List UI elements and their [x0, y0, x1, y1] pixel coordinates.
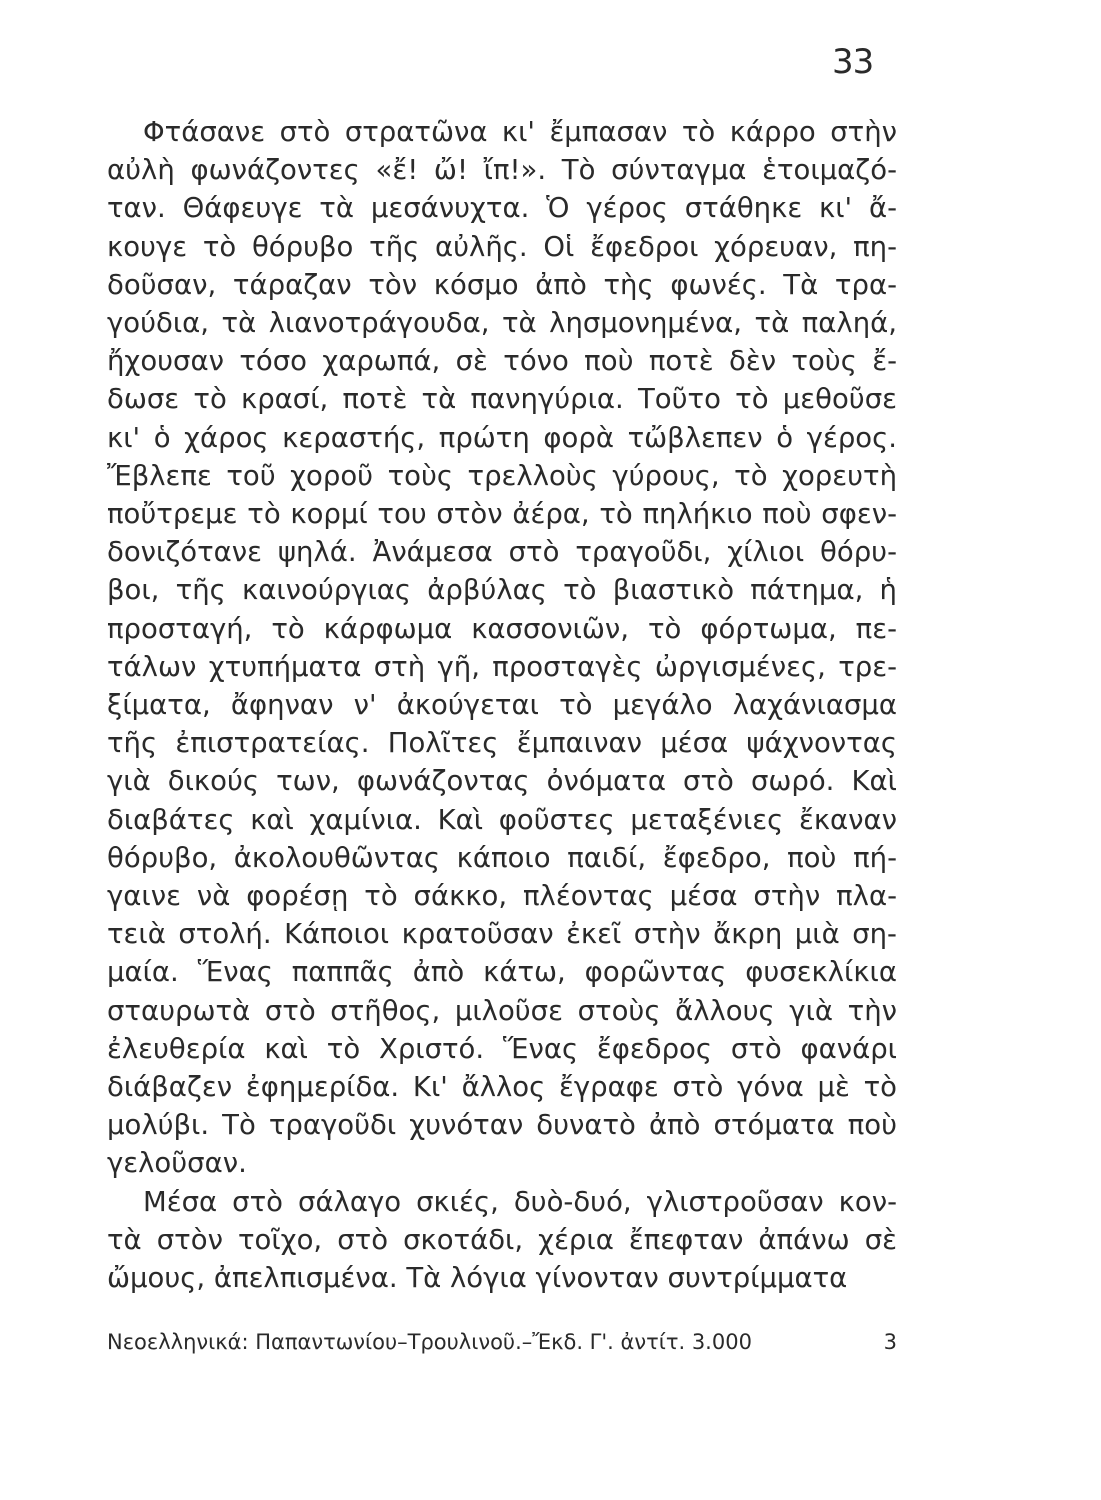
text-line: δοῦσαν, τάραζαν τὸν κόσμο ἀπὸ τὴς φωνές. Τὰ τρα-	[107, 268, 897, 301]
text-line: κουγε τὸ θόρυβο τῆς αὐλῆς. Οἱ ἔφεδροι χόρευαν, πη-	[107, 230, 897, 263]
text-line: τὰ στὸν τοῖχο, στὸ σκοτάδι, χέρια ἔπεφταν ἀπάνω σὲ	[107, 1223, 897, 1256]
text-line: διαβάτες καὶ χαμίνια. Καὶ φοῦστες μεταξένιες ἔκαναν	[107, 803, 897, 836]
text-line: μαία. Ἕνας παππᾶς ἀπὸ κάτω, φορῶντας φυσεκλίκια	[107, 956, 897, 989]
text-line: προσταγή, τὸ κάρφωμα κασσονιῶν, τὸ φόρτωμα, πε-	[107, 612, 897, 645]
text-line: γιὰ δικούς των, φωνάζοντας ὀνόματα στὸ σωρό. Καὶ	[107, 765, 897, 798]
footer-signature: Νεοελληνικά: Παπαντωνίου–Τρουλινοῦ.–Ἔκδ. Γ'. ἀντίτ. 3.000	[107, 1330, 752, 1354]
text-line: δονιζότανε ψηλά. Ἀνάμεσα στὸ τραγοῦδι, χίλιοι θόρυ-	[107, 536, 897, 569]
text-line: ξίματα, ἄφηναν ν' ἀκούγεται τὸ μεγάλο λαχάνιασμα	[107, 689, 897, 722]
text-body	[107, 113, 897, 1297]
text-line: τάλων χτυπήματα στὴ γῆ, προσταγὲς ὠργισμένες, τρε-	[107, 650, 897, 683]
text-line: ταν. Θάφευγε τὰ μεσάνυχτα. Ὁ γέρος στάθηκε κι' ἄ-	[107, 192, 897, 225]
text-line: κι' ὁ χάρος κεραστής, πρώτη φορὰ τὤβλεπεν ὁ γέρος.	[107, 421, 897, 454]
footer-sheet-number: 3	[883, 1330, 897, 1354]
text-line: τῆς ἐπιστρατείας. Πολῖτες ἔμπαιναν μέσα ψάχνοντας	[107, 727, 897, 760]
text-line: αὐλὴ φωνάζοντες «ἔ! ὤ! ἴπ!». Τὸ σύνταγμα ἑτοιμαζό-	[107, 154, 897, 187]
text-line: Ἔβλεπε τοῦ χοροῦ τοὺς τρελλοὺς γύρους, τὸ χορευτὴ	[107, 459, 897, 492]
text-line: Μέσα στὸ σάλαγο σκιές, δυὸ-δυό, γλιστροῦσαν κον-	[143, 1185, 897, 1218]
page-number: 33	[832, 42, 874, 82]
text-line: ὤμους, ἀπελπισμένα. Τὰ λόγια γίνονταν συντρίμματα	[107, 1262, 848, 1295]
text-line: τειὰ στολή. Κάποιοι κρατοῦσαν ἐκεῖ στὴν ἄκρη μιὰ ση-	[107, 918, 897, 951]
text-line: ἤχουσαν τόσο χαρωπά, σὲ τόνο ποὺ ποτὲ δὲν τοὺς ἔ-	[107, 345, 897, 378]
text-line: γελοῦσαν.	[107, 1147, 247, 1180]
text-line: σταυρωτὰ στὸ στῆθος, μιλοῦσε στοὺς ἄλλους γιὰ τὴν	[107, 994, 897, 1027]
text-line: μολύβι. Τὸ τραγοῦδι χυνόταν δυνατὸ ἀπὸ στόματα ποὺ	[107, 1109, 897, 1142]
text-line: βοι, τῆς καινούργιας ἀρβύλας τὸ βιαστικὸ πάτημα, ἡ	[107, 574, 897, 607]
text-line: ἐλευθερία καὶ τὸ Χριστό. Ἕνας ἔφεδρος στὸ φανάρι	[107, 1032, 897, 1065]
text-line: γούδια, τὰ λιανοτράγουδα, τὰ λησμονημένα, τὰ παληά,	[107, 307, 897, 340]
text-line: γαινε νὰ φορέσῃ τὸ σάκκο, πλέοντας μέσα στὴν πλα-	[107, 880, 897, 913]
page-footer	[107, 1330, 897, 1354]
text-line: θόρυβο, ἀκολουθῶντας κάποιο παιδί, ἔφεδρο, ποὺ πή-	[107, 841, 897, 874]
text-line: ποὔτρεμε τὸ κορμί του στὸν ἀέρα, τὸ πηλήκιο ποὺ σφεν-	[107, 498, 897, 531]
paragraph-1	[107, 113, 897, 1183]
text-line: δωσε τὸ κρασί, ποτὲ τὰ πανηγύρια. Τοῦτο τὸ μεθοῦσε	[107, 383, 897, 416]
text-line: Φτάσανε στὸ στρατῶνα κι' ἔμπασαν τὸ κάρρο στὴν	[143, 116, 897, 148]
paragraph-2	[107, 1183, 897, 1298]
text-line: διάβαζεν ἐφημερίδα. Κι' ἄλλος ἔγραφε στὸ γόνα μὲ τὸ	[107, 1071, 897, 1104]
